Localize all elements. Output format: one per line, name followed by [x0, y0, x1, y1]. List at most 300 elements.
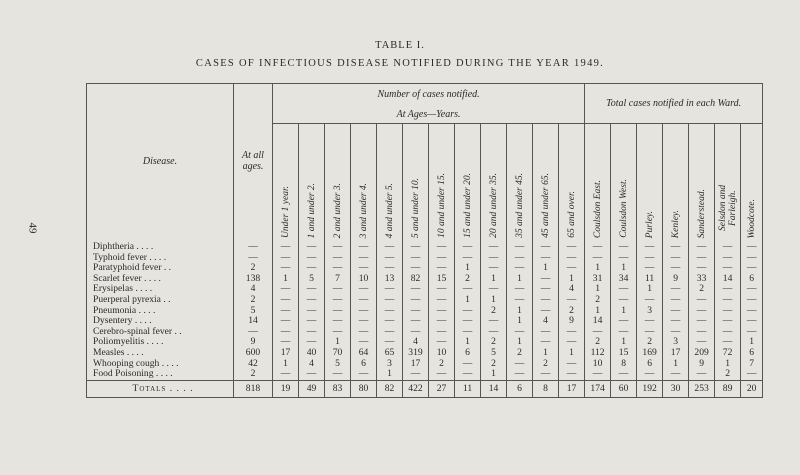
table-cell: 10: [585, 359, 611, 370]
table-cell: 1: [741, 337, 763, 348]
table-cell: 1: [585, 306, 611, 317]
table-cell: —: [637, 369, 663, 380]
table-cell: —: [377, 316, 403, 327]
totals-cell: 83: [325, 380, 351, 397]
totals-cell: 818: [234, 380, 273, 397]
disease-name: Scarlet fever . . . .: [93, 272, 161, 284]
table-cell: 1: [507, 316, 533, 327]
table-cell: 33: [689, 274, 715, 285]
table-cell: 2: [585, 295, 611, 306]
table-cell: —: [299, 316, 325, 327]
table-cell: —: [299, 337, 325, 348]
table-cell: 1: [507, 274, 533, 285]
table-cell: —: [481, 238, 507, 253]
ward-col-label: Woodcote.: [746, 198, 757, 238]
table-cell: 2: [481, 306, 507, 317]
table-cell: 2: [689, 284, 715, 295]
ward-col-label: Kenley.: [670, 209, 681, 238]
table-cell: 72: [715, 348, 741, 359]
table-cell: 42: [234, 359, 273, 370]
table-cell: —: [299, 369, 325, 380]
totals-cell: 49: [299, 380, 325, 397]
table-cell: —: [429, 263, 455, 274]
table-cell: —: [325, 316, 351, 327]
table-cell: —: [455, 327, 481, 338]
table-cell: —: [273, 306, 299, 317]
table-cell: —: [455, 359, 481, 370]
age-col-label: 35 and under 45.: [514, 173, 525, 238]
table-cell: 1: [481, 295, 507, 306]
table-cell: —: [611, 327, 637, 338]
table-cell: —: [351, 316, 377, 327]
table-cell: —: [741, 295, 763, 306]
table-cell: 1: [637, 284, 663, 295]
table-cell: —: [325, 284, 351, 295]
table-cell: —: [299, 253, 325, 264]
table-cell: 9: [663, 274, 689, 285]
table-cell: —: [507, 284, 533, 295]
table-cell: 1: [611, 337, 637, 348]
table-cell: —: [689, 295, 715, 306]
table-cell: —: [689, 238, 715, 253]
page-number: 49: [26, 222, 39, 234]
table-cell: —: [507, 359, 533, 370]
table-cell: —: [611, 369, 637, 380]
table-cell: —: [377, 263, 403, 274]
table-cell: —: [507, 263, 533, 274]
table-cell: —: [377, 253, 403, 264]
table-title: TABLE I.: [375, 40, 425, 51]
totals-cell: 17: [559, 380, 585, 397]
table-cell: —: [455, 316, 481, 327]
table-cell: —: [377, 327, 403, 338]
table-cell: 64: [351, 348, 377, 359]
table-cell: —: [351, 295, 377, 306]
table-cell: 5: [481, 348, 507, 359]
table-cell: 1: [507, 306, 533, 317]
table-cell: —: [611, 253, 637, 264]
table-cell: —: [715, 316, 741, 327]
table-cell: —: [533, 253, 559, 264]
table-cell: 1: [533, 263, 559, 274]
table-cell: 1: [611, 263, 637, 274]
totals-cell: 82: [377, 380, 403, 397]
header-ward-col: [689, 124, 715, 239]
table-cell: 1: [559, 274, 585, 285]
table-cell: 11: [637, 274, 663, 285]
table-cell: 2: [585, 337, 611, 348]
table-cell: 70: [325, 348, 351, 359]
age-col-label: Under 1 year.: [280, 186, 291, 238]
table-cell: 2: [234, 295, 273, 306]
header-ward-col: [585, 124, 611, 239]
table-cell: —: [611, 284, 637, 295]
table-cell: 9: [689, 359, 715, 370]
table-cell: —: [689, 253, 715, 264]
table-cell: 209: [689, 348, 715, 359]
table-cell: 2: [533, 359, 559, 370]
table-cell: —: [637, 263, 663, 274]
table-cell: —: [351, 327, 377, 338]
infectious-disease-table: [86, 83, 763, 398]
table-cell: —: [325, 263, 351, 274]
totals-cell: 174: [585, 380, 611, 397]
table-cell: 1: [663, 359, 689, 370]
table-cell: —: [351, 263, 377, 274]
table-cell: 17: [403, 359, 429, 370]
table-cell: —: [741, 306, 763, 317]
disease-name: Cerebro-spinal fever . .: [93, 325, 182, 337]
table-cell: —: [299, 295, 325, 306]
table-cell: —: [481, 253, 507, 264]
table-cell: 6: [741, 348, 763, 359]
ward-col-label: Selsdon and Farleigh.: [717, 184, 738, 232]
totals-cell: 8: [533, 380, 559, 397]
table-cell: —: [741, 327, 763, 338]
header-age-col: [455, 124, 481, 239]
table-cell: —: [403, 327, 429, 338]
table-cell: —: [689, 337, 715, 348]
table-cell: —: [403, 284, 429, 295]
table-cell: 1: [455, 263, 481, 274]
table-cell: —: [325, 253, 351, 264]
table-cell: —: [377, 238, 403, 253]
table-cell: —: [533, 274, 559, 285]
header-age-col: [403, 124, 429, 239]
ward-col-label: Coulsdon West.: [618, 179, 629, 238]
table-cell: —: [715, 327, 741, 338]
table-cell: —: [429, 238, 455, 253]
header-ward-col: [741, 124, 763, 239]
totals-cell: 253: [689, 380, 715, 397]
table-cell: 4: [299, 359, 325, 370]
table-cell: 1: [273, 359, 299, 370]
table-cell: —: [585, 253, 611, 264]
table-row: [87, 253, 763, 264]
table-cell: —: [299, 284, 325, 295]
disease-name: Food Poisoning . . . .: [93, 368, 173, 380]
age-col-label: 65 and over.: [566, 191, 577, 238]
table-cell: —: [351, 337, 377, 348]
table-cell: 138: [234, 274, 273, 285]
table-row: [87, 337, 763, 348]
totals-cell: 11: [455, 380, 481, 397]
disease-name: Erysipelas . . . .: [93, 283, 153, 295]
table-cell: —: [481, 316, 507, 327]
table-cell: —: [689, 306, 715, 317]
table-cell: —: [585, 238, 611, 253]
table-cell: —: [663, 284, 689, 295]
table-cell: —: [455, 306, 481, 317]
disease-name: Typhoid fever . . . .: [93, 251, 167, 263]
table-cell: —: [559, 369, 585, 380]
table-cell: —: [637, 253, 663, 264]
age-col-label: 2 and under 3.: [332, 182, 343, 238]
age-col-label: 3 and under 4.: [358, 182, 369, 238]
table-cell: —: [429, 284, 455, 295]
age-col-label: 45 and under 65.: [540, 173, 551, 238]
table-cell: —: [234, 253, 273, 264]
ward-col-label: Purley.: [644, 210, 655, 238]
table-cell: —: [299, 238, 325, 253]
header-ward-col: [663, 124, 689, 239]
disease-name: Paratyphoid fever . .: [93, 262, 172, 274]
table-cell: —: [429, 295, 455, 306]
table-cell: 6: [741, 274, 763, 285]
table-cell: —: [403, 238, 429, 253]
table-cell: —: [403, 263, 429, 274]
table-cell: —: [663, 263, 689, 274]
table-cell: —: [611, 295, 637, 306]
table-cell: 31: [585, 274, 611, 285]
totals-cell: 27: [429, 380, 455, 397]
table-cell: 1: [377, 369, 403, 380]
table-cell: 2: [429, 359, 455, 370]
table-cell: 14: [585, 316, 611, 327]
table-cell: 2: [234, 263, 273, 274]
age-col-label: 15 and under 20.: [462, 173, 473, 238]
table-cell: —: [559, 253, 585, 264]
table-cell: 1: [455, 337, 481, 348]
table-cell: —: [351, 284, 377, 295]
table-cell: 1: [481, 274, 507, 285]
ward-col-label: Coulsdon East.: [592, 179, 603, 238]
table-cell: —: [351, 253, 377, 264]
table-cell: —: [741, 284, 763, 295]
table-cell: —: [637, 238, 663, 253]
table-cell: —: [273, 263, 299, 274]
table-cell: 17: [663, 348, 689, 359]
table-cell: —: [325, 306, 351, 317]
table-cell: —: [533, 369, 559, 380]
table-cell: 6: [351, 359, 377, 370]
table-cell: —: [715, 306, 741, 317]
table-cell: —: [403, 369, 429, 380]
table-cell: —: [741, 316, 763, 327]
table-row: [87, 359, 763, 370]
table-cell: —: [611, 316, 637, 327]
table-cell: 15: [611, 348, 637, 359]
table-cell: 1: [325, 337, 351, 348]
table-cell: —: [663, 316, 689, 327]
table-cell: —: [455, 253, 481, 264]
table-cell: 3: [663, 337, 689, 348]
table-cell: —: [507, 295, 533, 306]
header-all-ages: At all ages.: [234, 84, 273, 239]
table-cell: —: [351, 306, 377, 317]
disease-name: Pneumonia . . . .: [93, 304, 156, 316]
table-cell: 1: [273, 274, 299, 285]
header-disease: Disease.: [87, 84, 234, 239]
table-cell: —: [455, 238, 481, 253]
table-cell: —: [403, 295, 429, 306]
totals-cell: 20: [741, 380, 763, 397]
table-cell: 4: [403, 337, 429, 348]
table-cell: —: [533, 306, 559, 317]
table-cell: 10: [351, 274, 377, 285]
table-cell: —: [715, 253, 741, 264]
table-cell: 1: [585, 263, 611, 274]
header-age-col: [533, 124, 559, 239]
table-row: [87, 316, 763, 327]
table-cell: —: [689, 327, 715, 338]
table-cell: —: [507, 253, 533, 264]
table-cell: —: [585, 369, 611, 380]
table-cell: —: [637, 327, 663, 338]
table-row: [87, 348, 763, 359]
table-cell: 1: [507, 337, 533, 348]
table-cell: —: [325, 295, 351, 306]
table-cell: —: [299, 263, 325, 274]
table-cell: —: [481, 263, 507, 274]
totals-cell: 80: [351, 380, 377, 397]
table-cell: —: [325, 327, 351, 338]
table-cell: —: [533, 284, 559, 295]
table-cell: 5: [299, 274, 325, 285]
table-cell: —: [507, 369, 533, 380]
table-row: [87, 295, 763, 306]
table-subtitle: CASES OF INFECTIOUS DISEASE NOTIFIED DURING THE YEAR 1949.: [195, 58, 605, 69]
header-age-col: [351, 124, 377, 239]
table-cell: —: [507, 238, 533, 253]
table-cell: —: [741, 263, 763, 274]
table-cell: —: [234, 238, 273, 253]
table-cell: —: [715, 238, 741, 253]
table-cell: 2: [715, 369, 741, 380]
table-cell: —: [273, 327, 299, 338]
table-cell: 9: [234, 337, 273, 348]
table-cell: 4: [234, 284, 273, 295]
totals-cell: 192: [637, 380, 663, 397]
table-cell: —: [273, 253, 299, 264]
table-cell: —: [429, 327, 455, 338]
table-cell: —: [741, 238, 763, 253]
table-cell: —: [377, 284, 403, 295]
table-cell: —: [299, 327, 325, 338]
table-cell: 14: [234, 316, 273, 327]
table-cell: —: [689, 369, 715, 380]
table-cell: —: [715, 263, 741, 274]
table-cell: —: [611, 238, 637, 253]
totals-cell: 14: [481, 380, 507, 397]
table-cell: 8: [611, 359, 637, 370]
table-cell: —: [481, 327, 507, 338]
table-cell: —: [689, 316, 715, 327]
table-cell: —: [533, 238, 559, 253]
table-cell: 5: [234, 306, 273, 317]
table-cell: —: [663, 295, 689, 306]
table-row: [87, 274, 763, 285]
table-cell: —: [741, 369, 763, 380]
age-col-label: 20 and under 35.: [488, 173, 499, 238]
table-cell: 82: [403, 274, 429, 285]
header-at-ages: At Ages—Years.: [273, 106, 585, 124]
table-cell: 169: [637, 348, 663, 359]
table-cell: 6: [455, 348, 481, 359]
disease-name: Dysentery . . . .: [93, 315, 152, 327]
table-cell: 4: [533, 316, 559, 327]
totals-cell: 422: [403, 380, 429, 397]
table-cell: —: [559, 263, 585, 274]
table-cell: 13: [377, 274, 403, 285]
header-ward-col: [715, 124, 741, 239]
totals-cell: 6: [507, 380, 533, 397]
table-cell: 10: [429, 348, 455, 359]
table-cell: 9: [559, 316, 585, 327]
table-cell: —: [559, 337, 585, 348]
table-cell: 7: [741, 359, 763, 370]
table-cell: 40: [299, 348, 325, 359]
table-cell: 6: [637, 359, 663, 370]
header-age-col: [481, 124, 507, 239]
table-cell: —: [559, 238, 585, 253]
table-cell: 7: [325, 274, 351, 285]
table-cell: —: [559, 327, 585, 338]
table-cell: —: [273, 337, 299, 348]
totals-cell: 30: [663, 380, 689, 397]
totals-cell: 89: [715, 380, 741, 397]
table-cell: 65: [377, 348, 403, 359]
table-cell: —: [299, 306, 325, 317]
disease-name: Puerperal pyrexia . .: [93, 293, 171, 305]
table-cell: —: [455, 369, 481, 380]
table-cell: —: [429, 253, 455, 264]
table-cell: —: [715, 295, 741, 306]
table-cell: —: [377, 306, 403, 317]
table-cell: 1: [481, 369, 507, 380]
table-cell: —: [403, 316, 429, 327]
table-cell: —: [429, 369, 455, 380]
table-cell: 1: [715, 359, 741, 370]
table-cell: —: [403, 306, 429, 317]
table-cell: —: [429, 316, 455, 327]
table-cell: —: [533, 295, 559, 306]
header-ward-totals: Total cases notified in each Ward.: [585, 84, 763, 124]
table-cell: —: [273, 284, 299, 295]
table-row: [87, 327, 763, 338]
table-cell: 600: [234, 348, 273, 359]
table-cell: —: [663, 369, 689, 380]
table-cell: —: [273, 316, 299, 327]
table-cell: 2: [234, 369, 273, 380]
table-cell: 1: [455, 295, 481, 306]
table-cell: —: [325, 369, 351, 380]
table-cell: —: [377, 295, 403, 306]
totals-row: [87, 380, 763, 397]
table-cell: 17: [273, 348, 299, 359]
age-col-label: 4 and under 5.: [384, 182, 395, 238]
age-col-label: 1 and under 2.: [306, 182, 317, 238]
header-ward-col: [611, 124, 637, 239]
table-cell: 2: [559, 306, 585, 317]
table-cell: 2: [507, 348, 533, 359]
table-cell: 3: [377, 359, 403, 370]
disease-name: Whooping cough . . . .: [93, 357, 179, 369]
table-cell: —: [273, 295, 299, 306]
header-age-col: [559, 124, 585, 239]
header-ward-col: [637, 124, 663, 239]
disease-name: Measles . . . .: [93, 346, 144, 358]
table-cell: —: [637, 316, 663, 327]
header-age-col: [377, 124, 403, 239]
header-age-col: [273, 124, 299, 239]
age-col-label: 5 and under 10.: [410, 177, 421, 238]
table-row: [87, 284, 763, 295]
table-cell: —: [663, 327, 689, 338]
table-cell: —: [663, 238, 689, 253]
totals-cell: 19: [273, 380, 299, 397]
table-cell: —: [273, 369, 299, 380]
